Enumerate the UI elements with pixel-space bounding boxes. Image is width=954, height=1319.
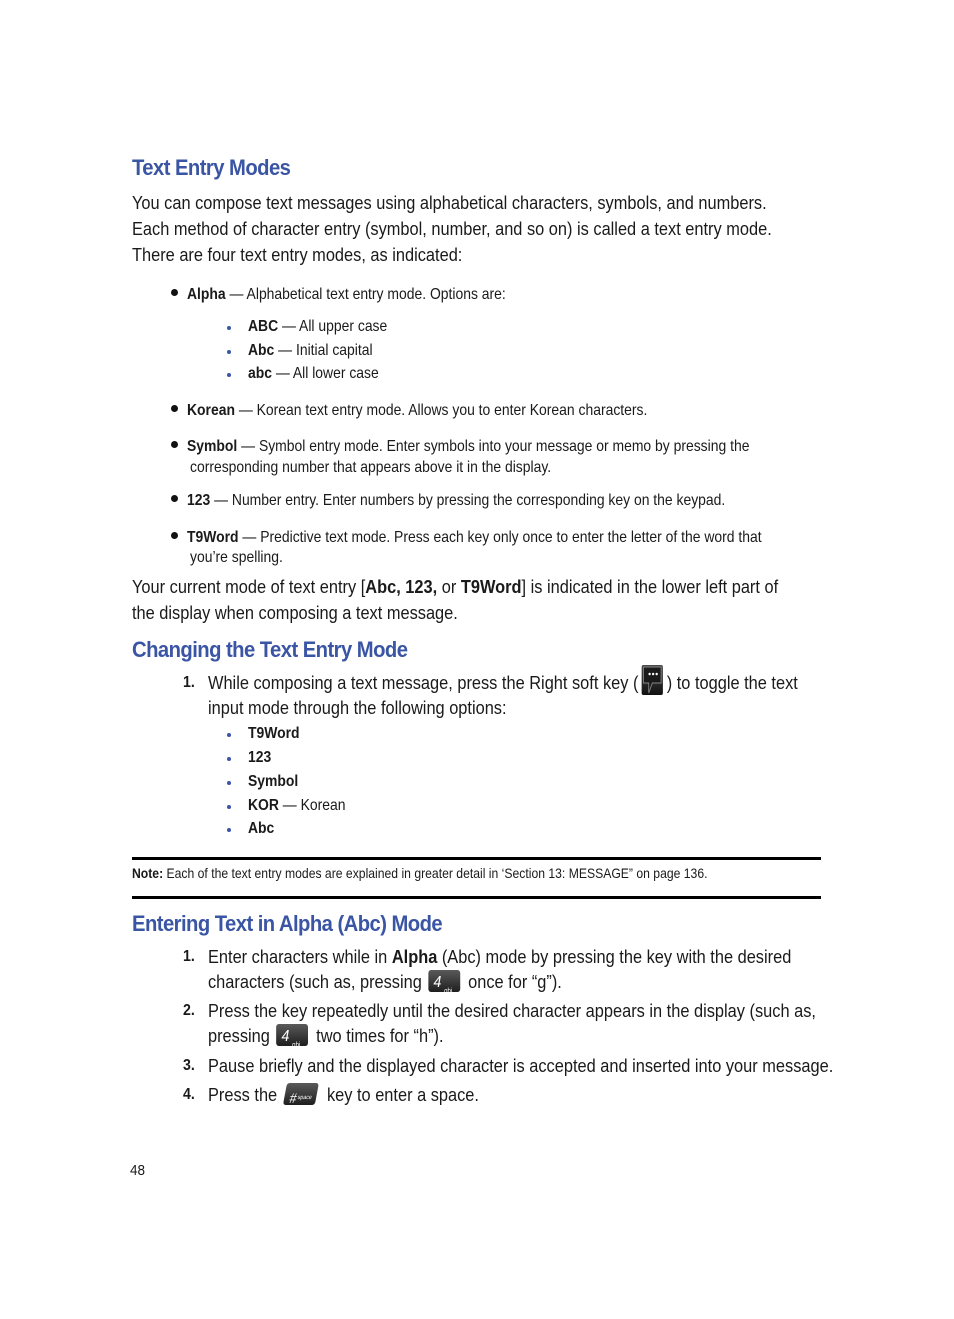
- text-bold: T9Word: [460, 576, 522, 597]
- alpha-option-lower: [248, 363, 379, 384]
- text: Press the: [208, 1084, 282, 1105]
- key-letters: ghi: [292, 1042, 301, 1050]
- bullet-icon: [171, 405, 178, 412]
- text: two times for “h”).: [311, 1025, 444, 1046]
- option-term: T9Word: [248, 725, 300, 742]
- note-text: [132, 864, 707, 882]
- option-term: 123: [248, 749, 272, 766]
- current-mode-line-2: the display when composing a text message.: [132, 602, 458, 623]
- bullet-desc: — Alphabetical text entry mode. Options are:: [225, 286, 506, 303]
- sub-bullet-icon: [227, 757, 231, 761]
- intro-line-1: You can compose text messages using alphabetical characters, symbols, and numbers.: [132, 192, 767, 213]
- text: (Abc) mode by pressing the key with the desired: [437, 946, 792, 967]
- changing-step1-line1: [208, 670, 798, 696]
- bullet-term: Alpha: [187, 286, 226, 303]
- text: once for “g”).: [463, 971, 562, 992]
- note-top-rule: [132, 857, 821, 860]
- text: key to enter a space.: [322, 1084, 479, 1105]
- mode-option: [248, 818, 274, 839]
- mode-option: [248, 747, 271, 768]
- key-digit: 4: [433, 974, 442, 992]
- sub-bullet-icon: [227, 828, 231, 832]
- changing-step1-line2: input mode through the following options:: [208, 697, 507, 718]
- bullet-desc: — Predictive text mode. Press each key only once to enter the letter of the word that: [238, 529, 762, 546]
- option-term: Abc: [248, 342, 275, 359]
- key-letters: space: [297, 1095, 313, 1102]
- text: Enter characters while in: [208, 946, 392, 967]
- intro-line-3: There are four text entry modes, as indicated:: [132, 244, 463, 265]
- bullet-symbol-cont: corresponding number that appears above it in the display.: [190, 459, 552, 476]
- alpha-option-upper: [248, 316, 387, 337]
- key-letters: ghi: [444, 988, 453, 996]
- bullet-alpha: [187, 284, 506, 305]
- hash-space-key-icon: [283, 1083, 319, 1105]
- alpha-step2-line2: [208, 1023, 444, 1049]
- note-bottom-rule: [132, 896, 821, 899]
- option-desc: — Initial capital: [274, 342, 373, 359]
- alpha-step3-line1: Pause briefly and the displayed character is accepted and inserted into your message.: [208, 1055, 834, 1076]
- right-soft-key-icon: [642, 665, 663, 695]
- bullet-icon: [171, 289, 178, 296]
- alpha-step4-line1: [208, 1082, 479, 1108]
- sub-bullet-icon: [227, 350, 231, 354]
- text: or: [437, 576, 461, 597]
- alpha-step1-line1: [208, 944, 791, 970]
- 4-ghi-key-icon: [428, 970, 460, 996]
- note-label: Note:: [132, 865, 164, 881]
- option-term: ABC: [248, 318, 279, 335]
- alpha-step2-line1: Press the key repeatedly until the desired character appears in the display (such as,: [208, 1000, 816, 1021]
- key-digit: 4: [281, 1028, 290, 1046]
- mode-option: [248, 795, 345, 816]
- text: ) to toggle the text: [666, 672, 798, 693]
- text: While composing a text message, press the Right soft key (: [208, 672, 639, 693]
- text-bold: Abc, 123,: [365, 576, 438, 597]
- bullet-term: Korean: [187, 402, 235, 419]
- step-number: 2.: [183, 1002, 195, 1019]
- page-number: 48: [130, 1162, 146, 1179]
- bullet-symbol: [187, 436, 749, 457]
- step-number: 1.: [183, 674, 195, 691]
- heading-alpha-mode: Entering Text in Alpha (Abc) Mode: [132, 911, 443, 936]
- bullet-desc: — Symbol entry mode. Enter symbols into your message or memo by pressing the: [237, 438, 750, 455]
- bullet-icon: [171, 495, 178, 502]
- heading-text-entry-modes: Text Entry Modes: [132, 155, 291, 180]
- note-body: Each of the text entry modes are explained in greater detail in ‘Section 13: MESSAGE” on page 136.: [163, 865, 708, 881]
- bullet-icon: [171, 441, 178, 448]
- text: Your current mode of text entry [: [132, 576, 366, 597]
- option-desc: — Korean: [278, 797, 346, 814]
- bullet-desc: — Korean text entry mode. Allows you to enter Korean characters.: [234, 402, 648, 419]
- text: characters (such as, pressing: [208, 971, 427, 992]
- option-term: KOR: [248, 797, 279, 814]
- sub-bullet-icon: [227, 805, 231, 809]
- sub-bullet-icon: [227, 781, 231, 785]
- heading-changing-mode: Changing the Text Entry Mode: [132, 637, 408, 662]
- key-symbol: #: [288, 1090, 299, 1107]
- sub-bullet-icon: [227, 326, 231, 330]
- option-desc: — All upper case: [278, 318, 388, 335]
- option-term: abc: [248, 365, 272, 382]
- bullet-term: T9Word: [187, 529, 239, 546]
- alpha-option-initial: [248, 340, 373, 361]
- option-term: Symbol: [248, 773, 299, 790]
- bullet-term: Symbol: [187, 438, 238, 455]
- sub-bullet-icon: [227, 373, 231, 377]
- option-desc: — All lower case: [271, 365, 379, 382]
- current-mode-line-1: [132, 574, 778, 600]
- 4-ghi-key-icon: [276, 1024, 308, 1050]
- bullet-desc: — Number entry. Enter numbers by pressing the corresponding key on the keypad.: [210, 492, 726, 509]
- text-bold: Alpha: [391, 946, 438, 967]
- bullet-t9word: [187, 527, 762, 548]
- bullet-123: [187, 490, 725, 511]
- step-number: 4.: [183, 1086, 195, 1103]
- text: ] is indicated in the lower left part of: [521, 576, 779, 597]
- step-number: 3.: [183, 1057, 195, 1074]
- option-term: Abc: [248, 820, 275, 837]
- bullet-t9word-cont: you’re spelling.: [190, 549, 283, 566]
- mode-option: [248, 771, 298, 792]
- intro-line-2: Each method of character entry (symbol, number, and so on) is called a text entry mode.: [132, 218, 772, 239]
- text: pressing: [208, 1025, 275, 1046]
- step-number: 1.: [183, 948, 195, 965]
- bullet-term: 123: [187, 492, 211, 509]
- alpha-step1-line2: [208, 969, 562, 995]
- bullet-korean: [187, 400, 647, 421]
- bullet-icon: [171, 532, 178, 539]
- sub-bullet-icon: [227, 733, 231, 737]
- mode-option: [248, 723, 300, 744]
